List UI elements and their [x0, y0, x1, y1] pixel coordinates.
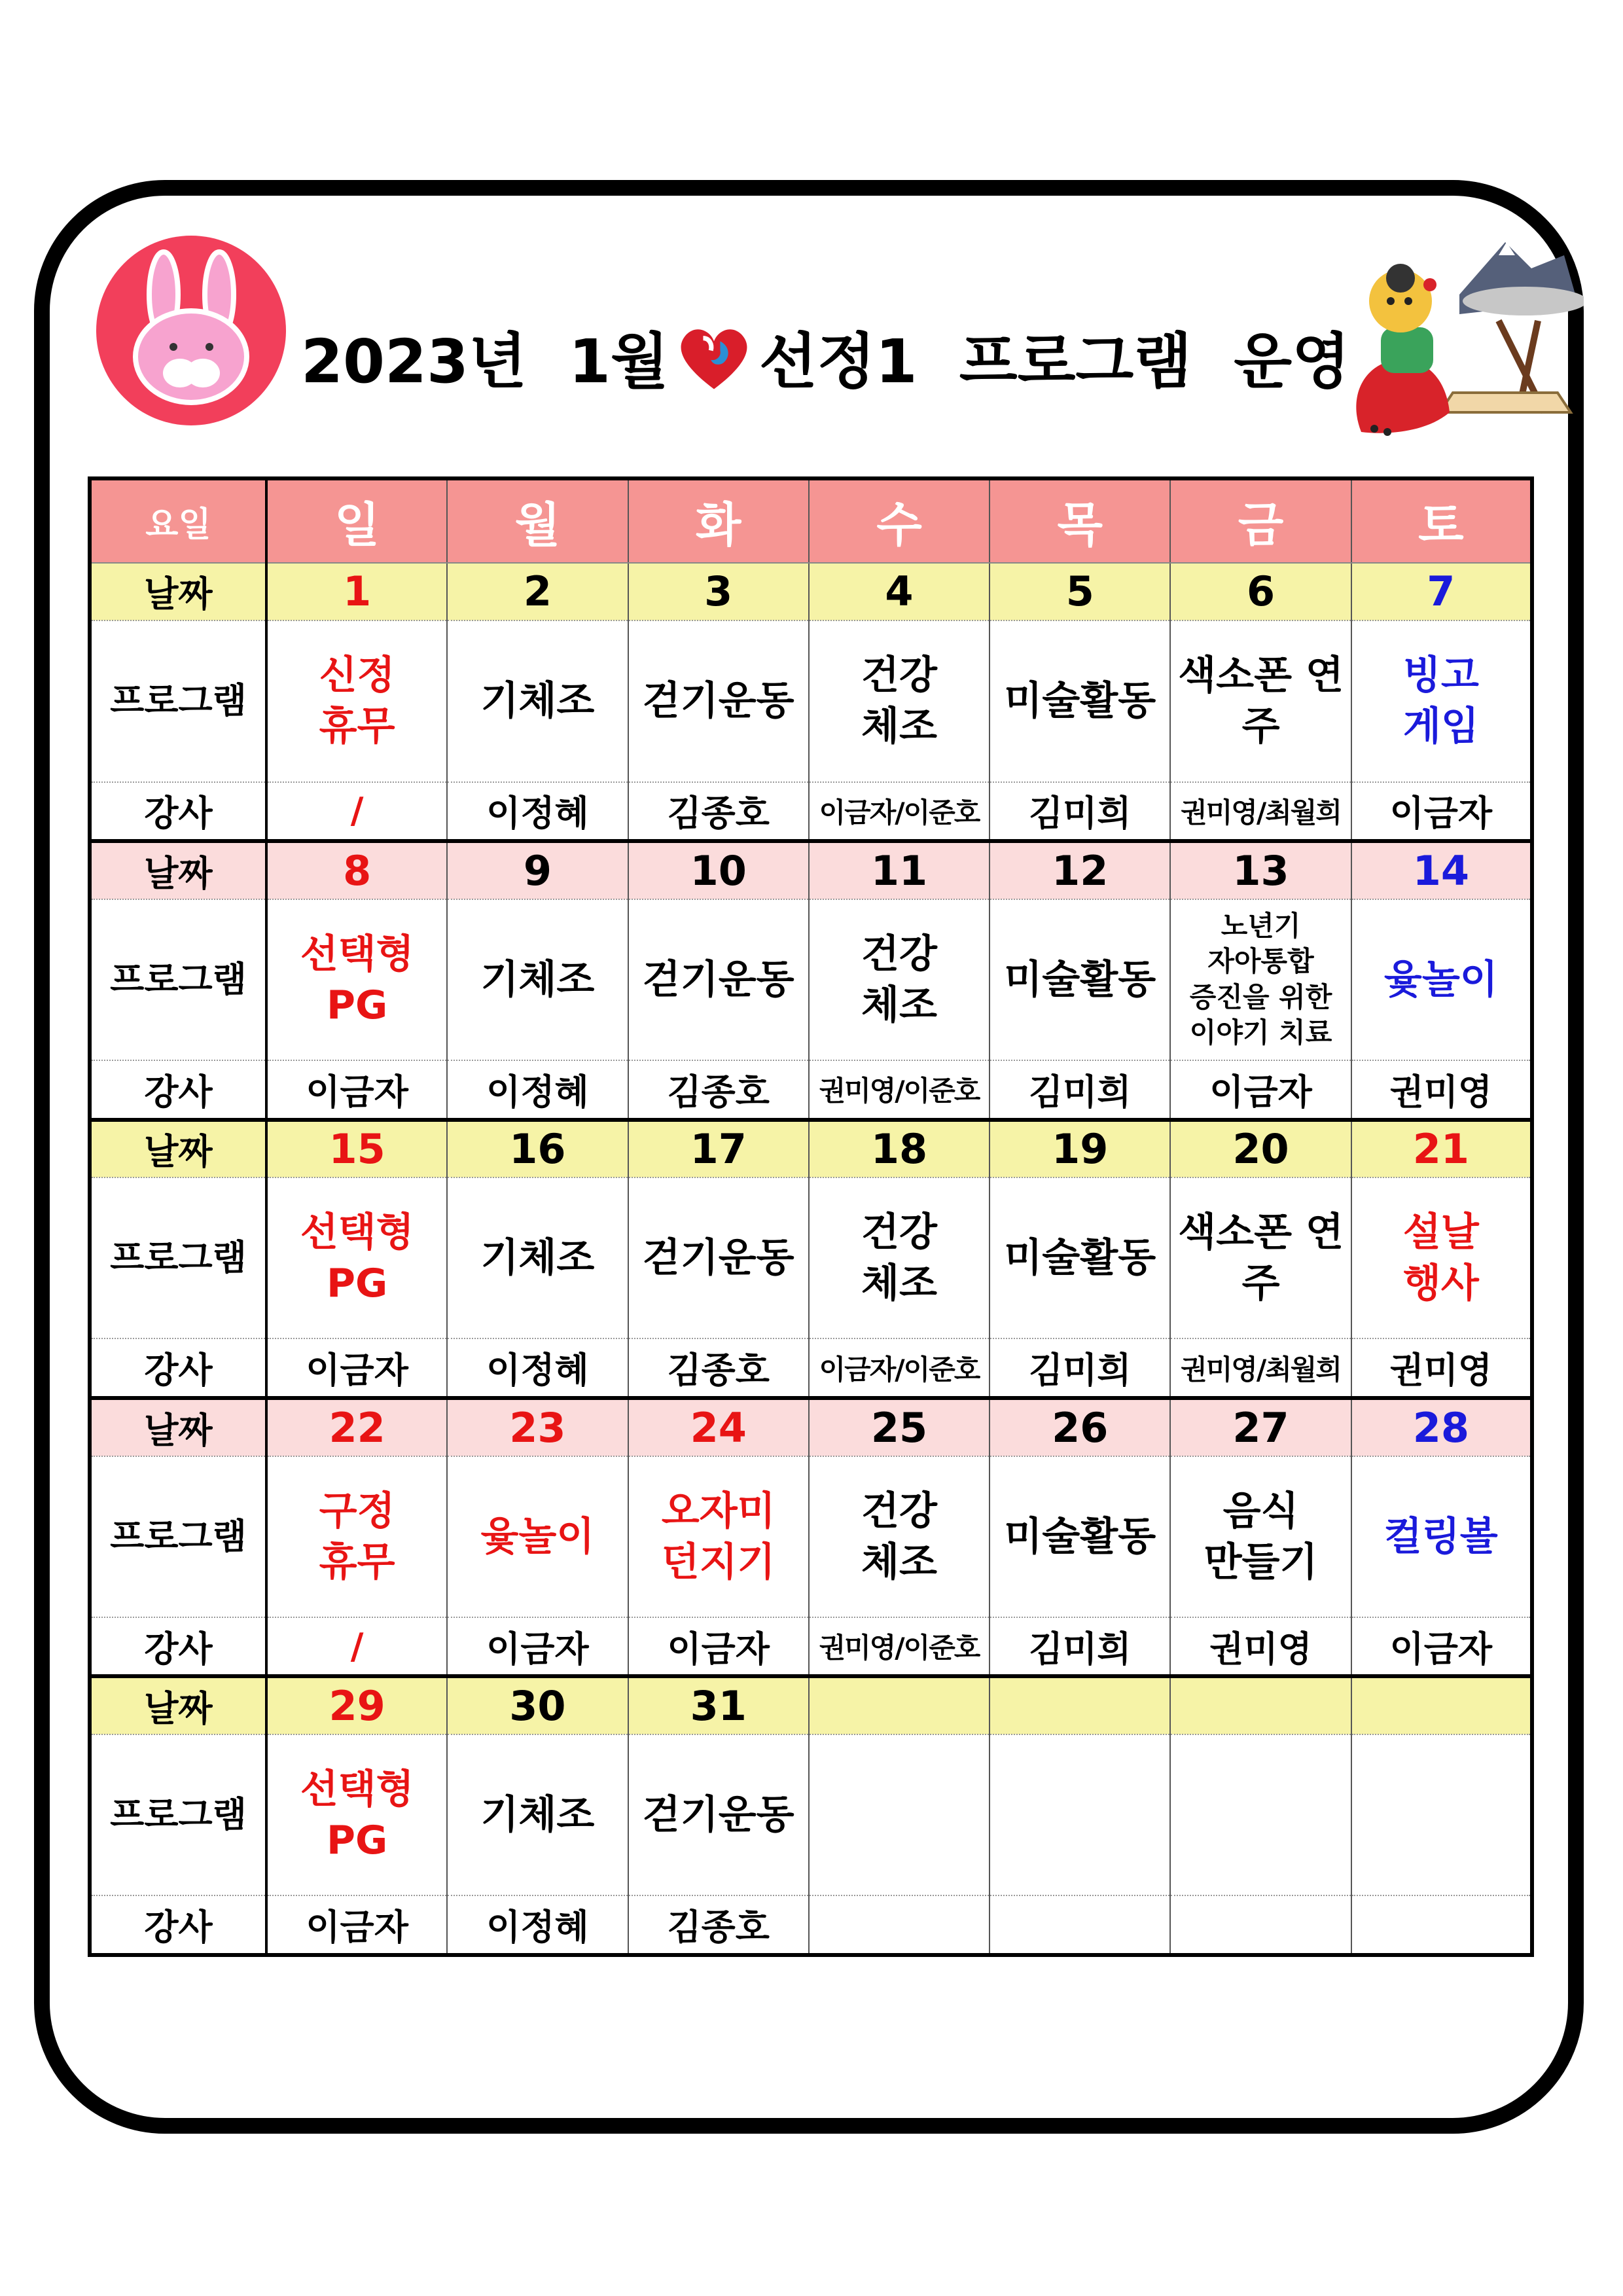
week-4-teacher-row [90, 1617, 1532, 1677]
teacher-row-label: 강사 [90, 1895, 266, 1955]
program-cell: 미술활동 [990, 620, 1170, 781]
date-cell: 15 [266, 1120, 447, 1178]
week-2-teacher-row [90, 1060, 1532, 1120]
teacher-row-label: 강사 [90, 1060, 266, 1120]
program-cell: 기체조 [447, 620, 628, 781]
teacher-cell: 이정혜 [447, 1060, 628, 1120]
program-cell [809, 1734, 990, 1895]
teacher-cell: 김미희 [990, 1060, 1170, 1120]
date-cell: 9 [447, 841, 628, 899]
program-cell: 오자미 던지기 [628, 1456, 809, 1617]
program-cell: 컬링볼 [1351, 1456, 1532, 1617]
date-cell: 27 [1170, 1398, 1351, 1456]
teacher-cell: 이정혜 [447, 782, 628, 842]
date-cell [809, 1676, 990, 1734]
teacher-cell: 이금자 [266, 1060, 447, 1120]
program-row-label: 프로그램 [90, 1456, 266, 1617]
program-row-label: 프로그램 [90, 1177, 266, 1338]
week-2-program-row [90, 899, 1532, 1060]
weekday-header-row [90, 478, 1532, 563]
traditional-character-illustration [1335, 216, 1584, 439]
program-cell [1170, 1734, 1351, 1895]
teacher-cell: 권미영 [1351, 1060, 1532, 1120]
teacher-cell: 김미희 [990, 1338, 1170, 1398]
date-cell: 16 [447, 1120, 628, 1178]
teacher-cell: 권미영/최월희 [1170, 782, 1351, 842]
week-5-teacher-row [90, 1895, 1532, 1955]
teacher-cell: 김미희 [990, 782, 1170, 842]
program-row-label: 프로그램 [90, 620, 266, 781]
date-cell: 24 [628, 1398, 809, 1456]
teacher-cell: 이금자 [1351, 1617, 1532, 1677]
date-row-label: 날짜 [90, 1120, 266, 1178]
teacher-cell: 권미영 [1351, 1338, 1532, 1398]
program-row-label: 프로그램 [90, 899, 266, 1060]
date-cell: 29 [266, 1676, 447, 1734]
teacher-cell: 김종호 [628, 782, 809, 842]
teacher-row-label: 강사 [90, 1617, 266, 1677]
date-cell: 21 [1351, 1120, 1532, 1178]
date-cell: 5 [990, 563, 1170, 621]
program-cell: 걷기운동 [628, 620, 809, 781]
program-cell: 건강 체조 [809, 1177, 990, 1338]
week-1-date-row [90, 563, 1532, 621]
teacher-cell: 이금자 [1170, 1060, 1351, 1120]
week-1-program-row [90, 620, 1532, 781]
program-cell: 기체조 [447, 899, 628, 1060]
program-cell: 기체조 [447, 1734, 628, 1895]
date-cell: 7 [1351, 563, 1532, 621]
program-cell: 선택형 PG [266, 1177, 447, 1338]
week-5-date-row [90, 1676, 1532, 1734]
program-cell: 윷놀이 [1351, 899, 1532, 1060]
date-cell: 25 [809, 1398, 990, 1456]
teacher-cell: 권미영 [1170, 1617, 1351, 1677]
weekday-sun: 일 [266, 478, 447, 563]
teacher-cell: 김종호 [628, 1338, 809, 1398]
week-4-date-row [90, 1398, 1532, 1456]
week-1-teacher-row [90, 782, 1532, 842]
date-cell [990, 1676, 1170, 1734]
program-cell: 건강 체조 [809, 620, 990, 781]
date-cell: 3 [628, 563, 809, 621]
weekday-tue: 화 [628, 478, 809, 563]
rabbit-icon [92, 236, 291, 425]
teacher-cell [809, 1895, 990, 1955]
program-cell: 구정 휴무 [266, 1456, 447, 1617]
date-cell [1170, 1676, 1351, 1734]
teacher-cell: 권미영/이준호 [809, 1617, 990, 1677]
date-row-label: 날짜 [90, 841, 266, 899]
date-cell: 4 [809, 563, 990, 621]
teacher-cell [1170, 1895, 1351, 1955]
date-cell: 13 [1170, 841, 1351, 899]
date-cell: 11 [809, 841, 990, 899]
program-cell: 걷기운동 [628, 1177, 809, 1338]
date-cell: 20 [1170, 1120, 1351, 1178]
teacher-cell: 이금자 [266, 1895, 447, 1955]
date-cell: 22 [266, 1398, 447, 1456]
teacher-row-label: 강사 [90, 1338, 266, 1398]
program-cell: 걷기운동 [628, 1734, 809, 1895]
teacher-cell: 김미희 [990, 1617, 1170, 1677]
weekday-label: 요일 [90, 478, 266, 563]
program-cell: 설날 행사 [1351, 1177, 1532, 1338]
week-3-teacher-row [90, 1338, 1532, 1398]
program-cell: 기체조 [447, 1177, 628, 1338]
program-cell: 선택형 PG [266, 899, 447, 1060]
date-cell: 30 [447, 1676, 628, 1734]
program-cell: 걷기운동 [628, 899, 809, 1060]
week-3-program-row [90, 1177, 1532, 1338]
title-date: 2023년 1월 [301, 327, 669, 397]
date-cell: 6 [1170, 563, 1351, 621]
date-cell: 28 [1351, 1398, 1532, 1456]
teacher-cell [990, 1895, 1170, 1955]
program-schedule-table [88, 476, 1534, 1957]
teacher-cell: 이금자/이준호 [809, 782, 990, 842]
weekday-mon: 월 [447, 478, 628, 563]
date-row-label: 날짜 [90, 1676, 266, 1734]
program-cell: 윷놀이 [447, 1456, 628, 1617]
program-cell: 선택형 PG [266, 1734, 447, 1895]
weekday-thu: 목 [990, 478, 1170, 563]
date-cell: 26 [990, 1398, 1170, 1456]
date-cell: 8 [266, 841, 447, 899]
program-cell: 미술활동 [990, 899, 1170, 1060]
week-5-program-row [90, 1734, 1532, 1895]
program-cell: 건강 체조 [809, 899, 990, 1060]
weekday-fri: 금 [1170, 478, 1351, 563]
date-cell [1351, 1676, 1532, 1734]
program-cell [1351, 1734, 1532, 1895]
teacher-cell: 권미영/이준호 [809, 1060, 990, 1120]
teacher-cell: 김종호 [628, 1060, 809, 1120]
program-cell: 노년기 자아통합 증진을 위한 이야기 치료 [1170, 899, 1351, 1060]
teacher-cell: 김종호 [628, 1895, 809, 1955]
teacher-row-label: 강사 [90, 782, 266, 842]
teacher-cell [1351, 1895, 1532, 1955]
teacher-cell: 이정혜 [447, 1895, 628, 1955]
teacher-cell: 이금자 [447, 1617, 628, 1677]
program-cell: 미술활동 [990, 1456, 1170, 1617]
teacher-cell: 이금자/이준호 [809, 1338, 990, 1398]
heart-logo-icon [675, 318, 753, 395]
program-row-label: 프로그램 [90, 1734, 266, 1895]
program-cell: 신정 휴무 [266, 620, 447, 781]
date-cell: 14 [1351, 841, 1532, 899]
date-cell: 10 [628, 841, 809, 899]
date-row-label: 날짜 [90, 1398, 266, 1456]
teacher-cell: / [266, 782, 447, 842]
week-4-program-row [90, 1456, 1532, 1617]
program-cell: 음식 만들기 [1170, 1456, 1351, 1617]
date-cell: 31 [628, 1676, 809, 1734]
teacher-cell: 이금자 [1351, 782, 1532, 842]
weekday-wed: 수 [809, 478, 990, 563]
date-cell: 23 [447, 1398, 628, 1456]
program-cell: 색소폰 연주 [1170, 1177, 1351, 1338]
teacher-cell: 이금자 [266, 1338, 447, 1398]
date-cell: 19 [990, 1120, 1170, 1178]
page-title [301, 308, 1350, 406]
week-2-date-row [90, 841, 1532, 899]
program-cell [990, 1734, 1170, 1895]
program-cell: 빙고 게임 [1351, 620, 1532, 781]
date-cell: 17 [628, 1120, 809, 1178]
program-cell: 미술활동 [990, 1177, 1170, 1338]
program-cell: 건강 체조 [809, 1456, 990, 1617]
weekday-sat: 토 [1351, 478, 1532, 563]
week-3-date-row [90, 1120, 1532, 1178]
date-cell: 2 [447, 563, 628, 621]
date-cell: 18 [809, 1120, 990, 1178]
teacher-cell: 이금자 [628, 1617, 809, 1677]
teacher-cell: 이정혜 [447, 1338, 628, 1398]
date-cell: 12 [990, 841, 1170, 899]
date-row-label: 날짜 [90, 563, 266, 621]
program-cell: 색소폰 연주 [1170, 620, 1351, 781]
teacher-cell: 권미영/최월희 [1170, 1338, 1351, 1398]
teacher-cell: / [266, 1617, 447, 1677]
date-cell: 1 [266, 563, 447, 621]
title-program: 선정1 프로그램 운영 [758, 327, 1350, 397]
